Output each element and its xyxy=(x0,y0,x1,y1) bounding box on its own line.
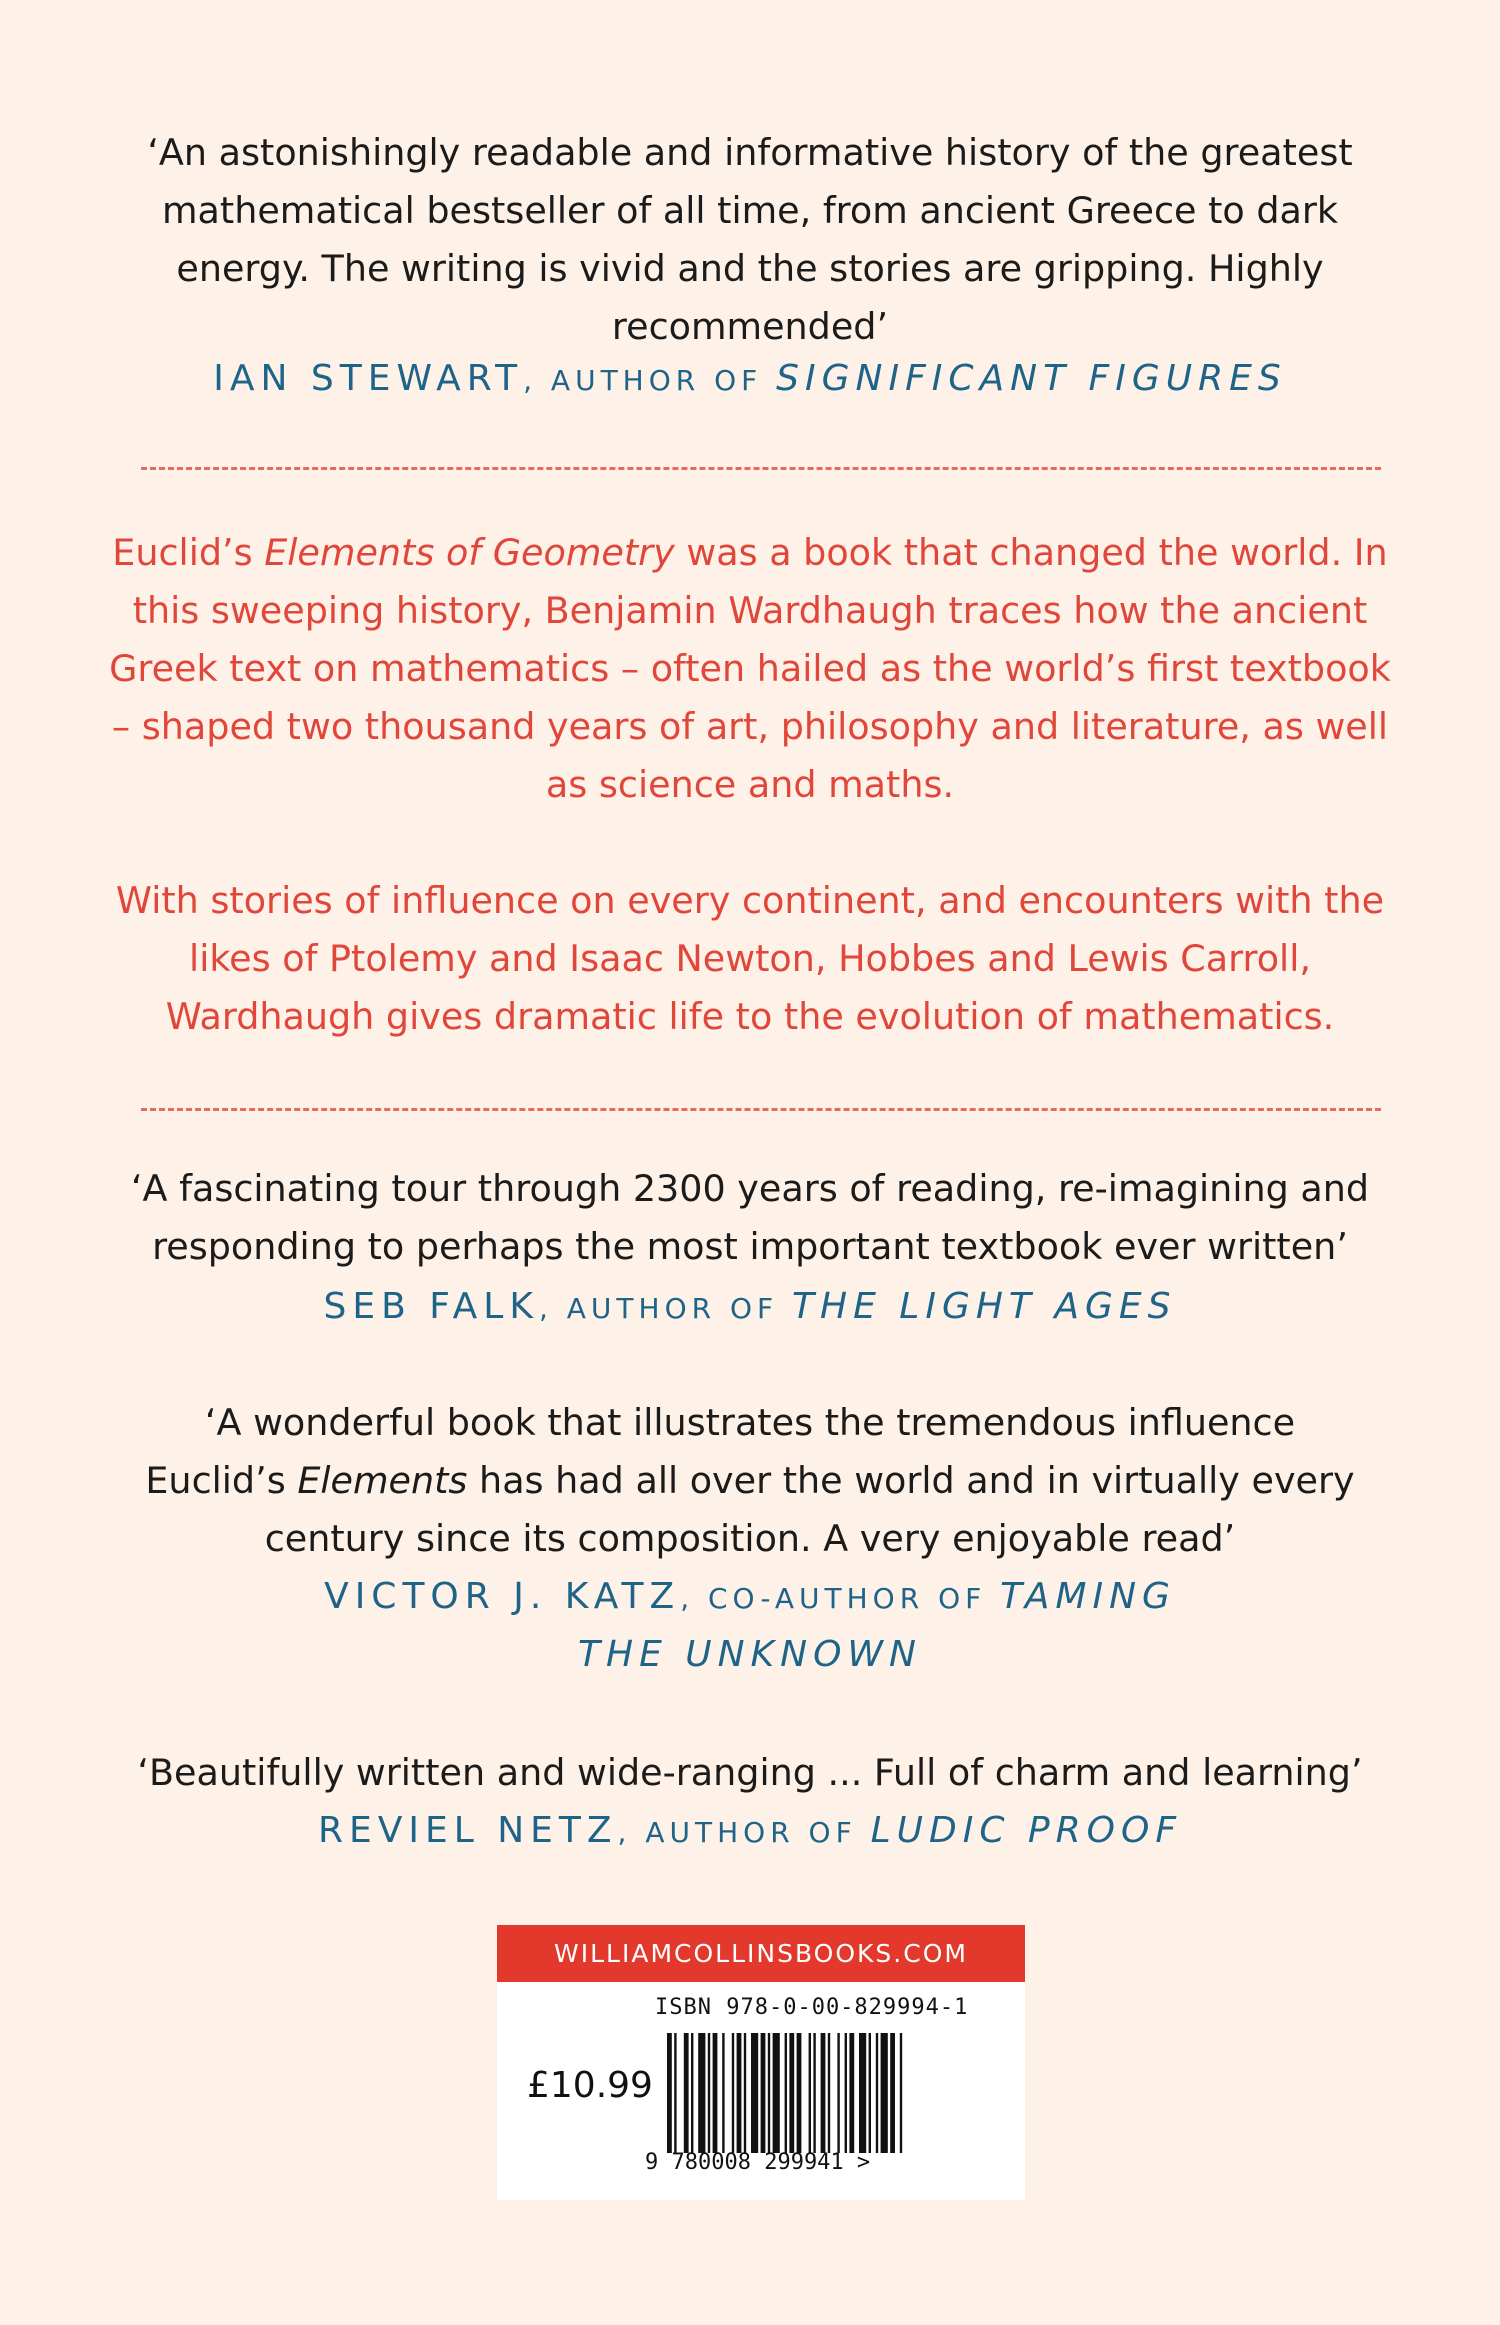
barcode-bar xyxy=(761,2033,766,2153)
reviewer-book-title-line2: THE UNKNOWN xyxy=(578,1634,922,1675)
publisher-website[interactable]: WILLIAMCOLLINSBOOKS.COM xyxy=(497,1925,1025,1982)
quote3-rest: has had all over the world and in virtually every century since its composition. A very enjoyable read’ xyxy=(264,1459,1355,1560)
blurb-p1-start: Euclid’s xyxy=(112,531,265,574)
barcode-bar xyxy=(845,2033,847,2153)
reviewer-name: SEB FALK xyxy=(323,1286,539,1327)
book-description-paragraph-1 xyxy=(100,524,1400,814)
review-attribution-netz xyxy=(100,1802,1400,1862)
barcode-bar xyxy=(722,2033,724,2153)
reviewer-book-title: LUDIC PROOF xyxy=(870,1810,1183,1851)
barcode-bar xyxy=(751,2033,758,2153)
blurb-p1-rest: was a book that changed the world. In this sweeping history, Benjamin Wardhaugh traces how the ancient Greek text on mathematics – often hailed as the world’s first textbook – shaped two thousand years of art, philosophy and literature, as well as science and maths. xyxy=(109,531,1391,806)
barcode-bar xyxy=(773,2033,780,2153)
barcode-bar xyxy=(713,2033,718,2153)
reviewer-name: IAN STEWART xyxy=(213,358,524,399)
review-quote-stewart: ‘An astonishingly readable and informative history of the greatest mathematical bestseller of all time, from ancient Greece to dark energy. The writing is vivid and the stories are gripping. Highly recommended’ xyxy=(147,131,1353,348)
reviewer-book-title: SIGNIFICANT FIGURES xyxy=(776,358,1287,399)
review-attribution-stewart xyxy=(100,350,1400,410)
reviewer-role: , AUTHOR OF xyxy=(617,1816,871,1849)
barcode-bar xyxy=(785,2033,787,2153)
isbn-number: ISBN 978-0-00-829994-1 xyxy=(655,1995,969,2020)
barcode-bar xyxy=(859,2033,866,2153)
review-quote-netz: ‘Beautifully written and wide-ranging ... Full of charm and learning’ xyxy=(137,1751,1363,1794)
dashed-divider-top xyxy=(141,467,1381,470)
dashed-divider-bottom xyxy=(141,1108,1381,1111)
barcode-digits: 9 780008 299941 > xyxy=(645,2150,871,2175)
review-quote-falk: ‘A fascinating tour through 2300 years of reading, re-imagining and responding to perhaps the most important textbook ever written’ xyxy=(130,1167,1370,1268)
book-description-paragraph-2: With stories of influence on every continent, and encounters with the likes of Ptolemy and Isaac Newton, Hobbes and Lewis Carroll, Wardhaugh gives dramatic life to the evolution of mathematics. xyxy=(115,879,1385,1038)
review-attribution-katz xyxy=(100,1568,1400,1628)
barcode-bar xyxy=(900,2033,902,2153)
reviewer-role: , CO-AUTHOR OF xyxy=(680,1582,1001,1615)
quote3-title: Elements xyxy=(297,1459,468,1502)
barcode-bar xyxy=(744,2033,746,2153)
review-attribution-falk xyxy=(100,1278,1400,1338)
barcode-bar xyxy=(737,2033,742,2153)
barcode-bar xyxy=(674,2033,676,2153)
barcode-bar xyxy=(869,2033,871,2153)
reviewer-book-title: THE LIGHT AGES xyxy=(792,1286,1177,1327)
barcode-bar xyxy=(708,2033,710,2153)
barcode-bar xyxy=(828,2033,830,2153)
barcode-bar xyxy=(768,2033,770,2153)
barcode-bar xyxy=(732,2033,734,2153)
reviewer-book-title-line1: TAMING xyxy=(1000,1576,1176,1617)
barcode-bar xyxy=(691,2033,693,2153)
barcode-bar xyxy=(881,2033,888,2153)
barcode-bar xyxy=(698,2033,705,2153)
barcode-bar xyxy=(813,2033,815,2153)
barcode-bar xyxy=(684,2033,689,2153)
reviewer-name: REVIEL NETZ xyxy=(317,1810,618,1851)
review-quote-katz xyxy=(130,1394,1370,1568)
barcode-bar xyxy=(876,2033,878,2153)
barcode-bar xyxy=(667,2033,672,2153)
quote3-start: ‘A wonderful book that illustrates the tremendous influence Euclid’s xyxy=(145,1401,1296,1502)
barcode-bar xyxy=(821,2033,826,2153)
reviewer-role: , AUTHOR OF xyxy=(523,364,777,397)
reviewer-role: , AUTHOR OF xyxy=(538,1292,793,1325)
barcode-bar xyxy=(797,2033,802,2153)
barcode-bar xyxy=(789,2033,794,2153)
review-attribution-katz-line2 xyxy=(100,1626,1400,1684)
barcode-icon xyxy=(665,2033,991,2153)
blurb-book-title: Elements of Geometry xyxy=(264,531,675,574)
barcode-bar xyxy=(837,2033,839,2153)
price-label: £10.99 xyxy=(527,2065,653,2106)
barcode-bar xyxy=(849,2033,854,2153)
reviewer-name: VICTOR J. KATZ xyxy=(324,1576,681,1617)
barcode-panel xyxy=(497,1925,1025,2200)
barcode-bar xyxy=(809,2033,811,2153)
barcode-bar xyxy=(890,2033,895,2153)
